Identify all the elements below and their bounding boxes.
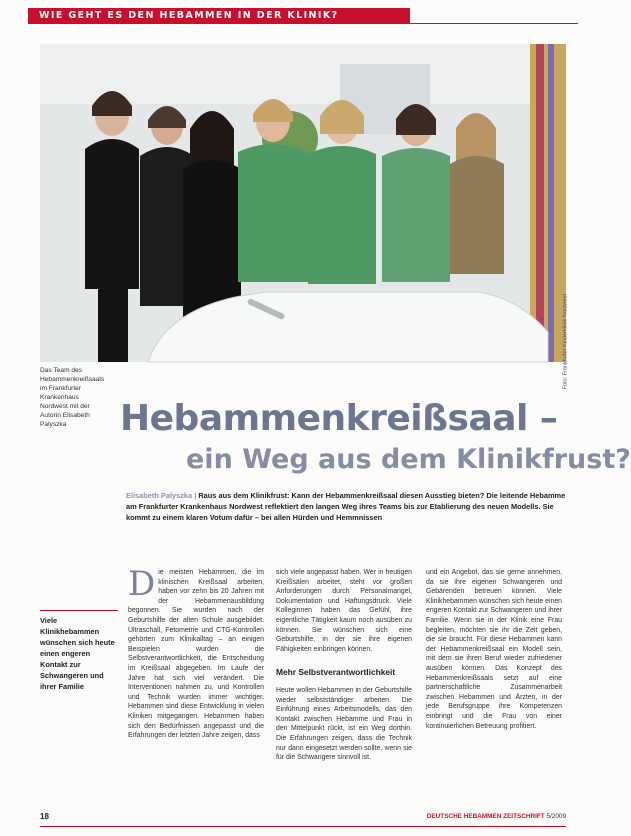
body-column-2 [276, 568, 412, 763]
footer-publication [427, 813, 566, 820]
drop-cap: D [128, 564, 156, 604]
team-photo [40, 44, 568, 390]
header-rule [410, 23, 578, 24]
body-column-1 [128, 564, 264, 741]
section-header-bar [28, 8, 410, 24]
body-text-1: ie meisten Hebammen, die im klinischen Kreißsaal arbeiten, haben vor zehn bis 20 Jahren mit der Hebammenausbildung begonnen. Sie wurden nach der Geburtshilfe der alten Schule ausgebildet. Ultraschall, Fetometrie und CTG-Kontrollen gehörten zum Klinikalltag – an einigen Beispielen wurden die Selbstverantwortlichkeit, die Entscheidung im Kreißsaal abgegeben. Im Laufe der Jahre hat sich viel verändert. Die Interventionen nahmen zu, und Kontrollen und Technik wurden immer wichtiger. Hebammen sind diese Entwicklung in vielen Kliniken mitgegangen. Hebammen haben sich den Bedürfnissen angepasst und die Erfahrungen der letzten Jahre zeigen, dass [128, 569, 264, 740]
photo-caption: Das Team des Hebammenkreißsaals im Frankfurter Krankenhaus Nordwest mit der Autorin Elisabeth Palyszka [40, 367, 105, 428]
team-photo-illustration [40, 44, 566, 362]
page-number: 18 [40, 812, 49, 821]
pull-quote: Viele Klinikhebammen wünschen sich heute einen engeren Kontakt zur Schwangeren und ihrer Familie [40, 610, 118, 692]
section-title: WIE GEHT ES DEN HEBAMMEN IN DER KLINIK? [39, 10, 339, 21]
body-text-3: und ein Angebot, das sie gerne annehmen, da sie ihre eigenen Schwangeren und Gebärenden betreuen können. Viele Klinikhebammen wünschen sich heute einen engeren Kontakt zur Schwangeren und ihrer Familie. Wenn sie in der Klinik eine Frau begleiten, möchten sie ihr die Zeit geben, die sie braucht. Für diese Hebammen kann der Hebammenkreißsaal ein Modell sein, mit dem sie ihren Beruf wieder zufriedener ausüben können. Das Konzept des Hebammenkreißsaals setzt auf eine partnerschaftliche Zusammenarbeit zwischen Hebammen und Ärzten, in der jede Berufsgruppe ihre Kompetenzen einbringt und die Frau von einer kontinuierlichen Betreuung profitiert. [426, 569, 562, 730]
section-subhead: Mehr Selbstverantwortlichkeit [276, 667, 396, 678]
lead-text: Raus aus dem Klinikfrust: Kann der Hebammenkreißsaal diesen Ausstieg bieten? Die leitende Hebamme am Frankfurter Krankenhaus Nordwest reflektiert den langen Weg ihres Teams bis zur Etablierung des neuen Modells. Sie kommt zu einem klaren Votum dafür – bei allen Hürden und Hemmnissen [126, 491, 566, 522]
body-text-2b: Heute wollen Hebammen in der Geburtshilfe wieder selbstständiger arbeiten. Die Einführung eines Arbeitsmodells, das den Kontakt zwischen Hebamme und Frau in den Mittelpunkt rückt, ist ein Weg dorthin. Die Erfahrungen zeigen, dass die Technik nur dann eingesetzt werden sollte, wenn sie für die Schwangere sinnvoll ist. [276, 686, 412, 762]
article-title: Hebammenkreißsaal – [120, 398, 558, 439]
publication-name: DEUTSCHE HEBAMMEN ZEITSCHRIFT [426, 813, 545, 820]
lead-paragraph [126, 490, 566, 523]
article-subtitle: ein Weg aus dem Klinikfrust? [186, 444, 631, 475]
body-column-3 [426, 568, 562, 731]
body-text-2: sich viele angepasst haben. Wer in heutigen Kreißsälen arbeitet, steht vor großen Anforderungen durch Personalmangel, Dokumentation und Haftungsdruck. Viele Kolleginnen haben das Gefühl, ihre eigentliche Tätigkeit kaum noch ausüben zu können. Sie wünschen sich eine Geburtshilfe, in der sie ihre eigenen Fähigkeiten einbringen können. [276, 569, 412, 653]
author-name: Elisabeth Palyszka | [126, 491, 197, 500]
issue-number: 5/2009 [546, 813, 566, 820]
photo-credit: Foto: Frankfurter Kinderklinik Nordwest [562, 294, 568, 390]
footer-rule [40, 826, 566, 827]
